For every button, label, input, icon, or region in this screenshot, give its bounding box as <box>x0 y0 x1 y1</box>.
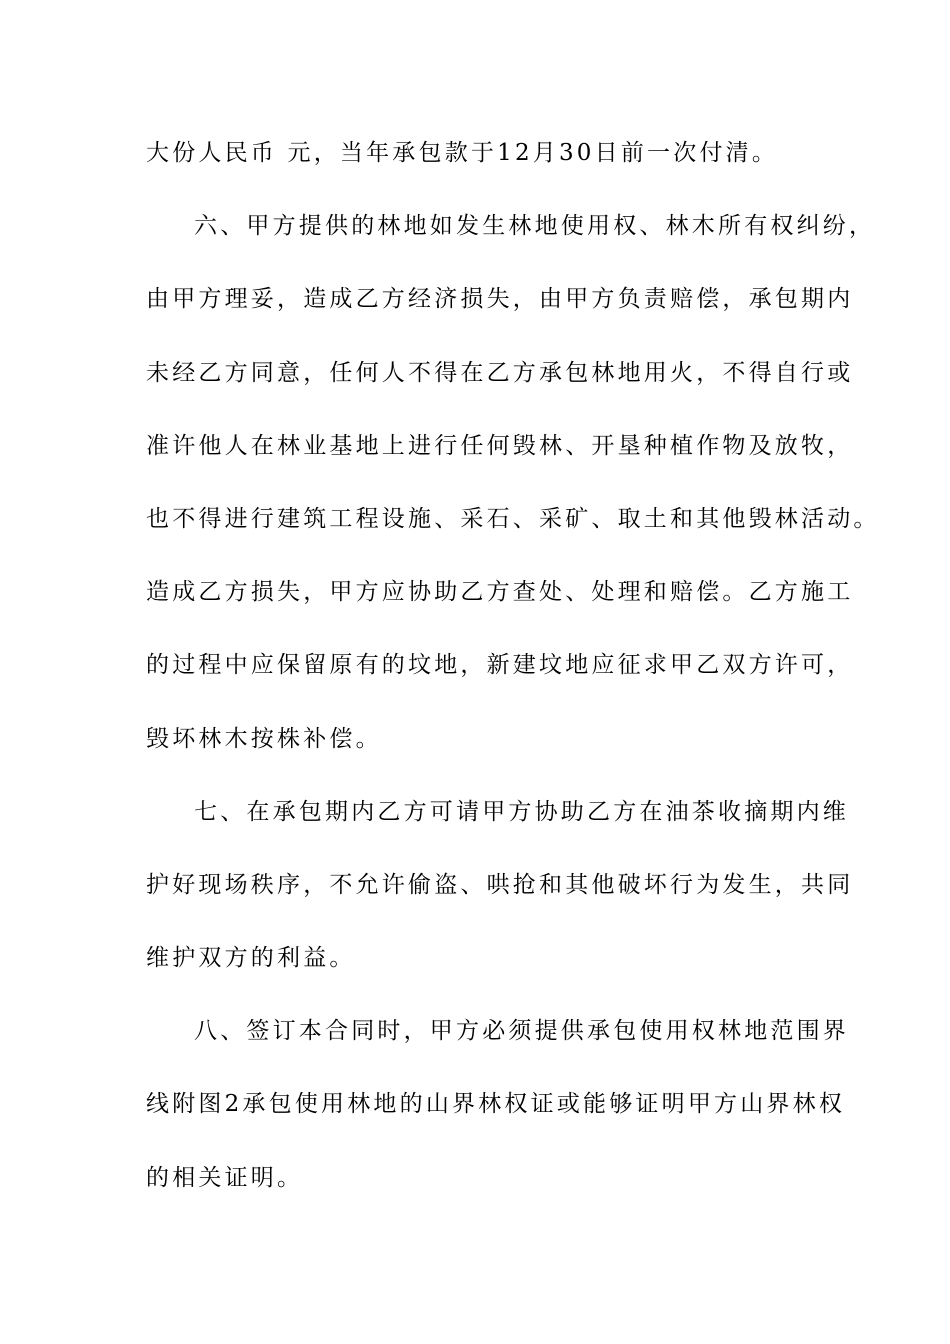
text-line: 的相关证明。 <box>146 1164 304 1191</box>
text-line: 护好现场秩序，不允许偷盗、哄抢和其他破坏行为发生，共同 <box>146 871 854 898</box>
text-line: 线附图2承包使用林地的山界林权证或能够证明甲方山界林权 <box>146 1091 846 1118</box>
text-line: 造成乙方损失，甲方应协助乙方查处、处理和赔偿。乙方施工 <box>146 579 854 606</box>
clause-eight-start: 八、签订本合同时，甲方必须提供承包使用权林地范围界 <box>194 1018 849 1045</box>
text-line: 也不得进行建筑工程设施、采石、采矿、取土和其他毁林活动。 <box>146 505 880 532</box>
text-line: 维护双方的利益。 <box>146 945 356 972</box>
clause-seven-start: 七、在承包期内乙方可请甲方协助乙方在油茶收摘期内维 <box>194 798 849 825</box>
text-line: 的过程中应保留原有的坟地，新建坟地应征求甲乙双方许可， <box>146 652 854 679</box>
text-line: 准许他人在林业基地上进行任何毁林、开垦种植作物及放牧， <box>146 432 854 459</box>
text-line: 未经乙方同意，任何人不得在乙方承包林地用火，不得自行或 <box>146 359 854 386</box>
text-line: 由甲方理妥，造成乙方经济损失，由甲方负责赔偿，承包期内 <box>146 286 854 313</box>
text-line: 毁坏林木按株补偿。 <box>146 725 382 752</box>
clause-six-start: 六、甲方提供的林地如发生林地使用权、林木所有权纠纷， <box>194 213 876 240</box>
text-line: 大份人民币 元，当年承包款于12月30日前一次付清。 <box>146 140 779 166</box>
contract-text <box>146 132 880 1230</box>
